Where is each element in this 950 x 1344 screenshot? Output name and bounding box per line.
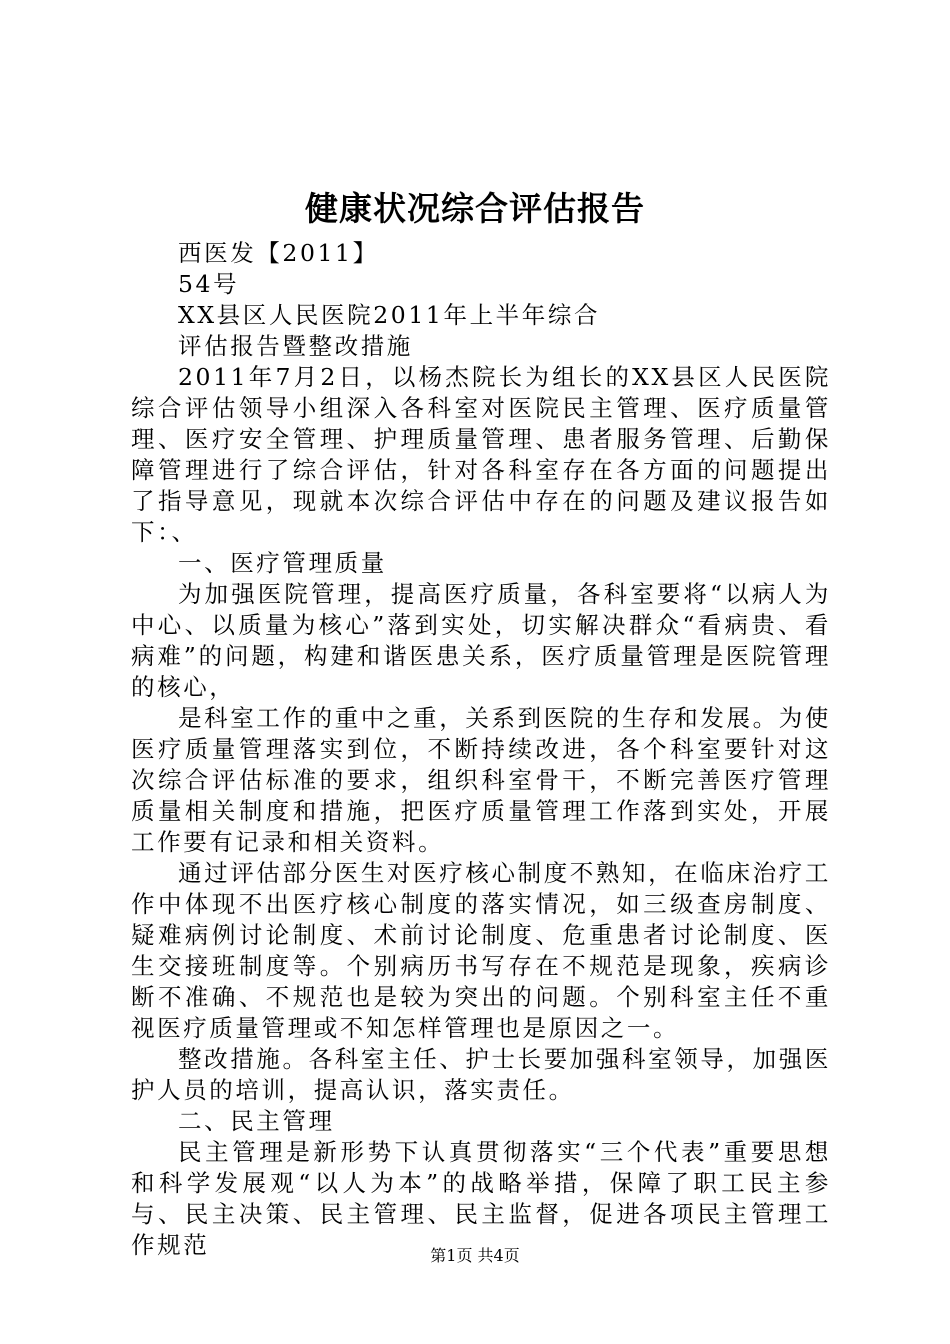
section-heading-medical-quality: 一、医疗管理质量 — [178, 549, 387, 577]
report-heading-line-2: 评估报告暨整改措施 — [178, 332, 413, 360]
paragraph-medical-quality-1: 为加强医院管理，提高医疗质量，各科室要将“以病人为中心、以质量为核心”落到实处，切实解决群众“看病贵、看病难”的问题，构建和谐医患关系，医疗质量管理是医院管理的核心， — [131, 580, 831, 701]
section-heading-democratic-management: 二、民主管理 — [178, 1107, 335, 1135]
doc-number-suffix: 54号 — [178, 270, 240, 298]
paragraph-democratic-management: 民主管理是新形势下认真贯彻落实“三个代表”重要思想和科学发展观“以人为本”的战略举措，保障了职工民主参与、民主决策、民主管理、民主监督，促进各项民主管理工作规范 — [131, 1138, 831, 1259]
paragraph-rectification: 整改措施。各科室主任、护士长要加强科室领导，加强医护人员的培训，提高认识，落实责任。 — [131, 1045, 831, 1104]
report-heading-line-1: XX县区人民医院2011年上半年综合 — [178, 301, 601, 329]
paragraph-evaluation-findings: 通过评估部分医生对医疗核心制度不熟知，在临床治疗工作中体现不出医疗核心制度的落实情况，如三级查房制度、疑难病例讨论制度、术前讨论制度、危重患者讨论制度、医生交接班制度等。个别病历书写存在不规范是现象，疾病诊断不准确、不规范也是较为突出的问题。个别科室主任不重视医疗质量管理或不知怎样管理也是原因之一。 — [131, 859, 831, 1042]
document-title: 健康状况综合评估报告 — [305, 189, 645, 228]
paragraph-medical-quality-2: 是科室工作的重中之重，关系到医院的生存和发展。为使医疗质量管理落实到位，不断持续改进，各个科室要针对这次综合评估标准的要求，组织科室骨干，不断完善医疗管理质量相关制度和措施，把医疗质量管理工作落到实处，开展工作要有记录和相关资料。 — [131, 704, 831, 856]
intro-paragraph: 2011年7月2日，以杨杰院长为组长的XX县区人民医院综合评估领导小组深入各科室对医院民主管理、医疗质量管理、医疗安全管理、护理质量管理、患者服务管理、后勤保障管理进行了综合评估，针对各科室存在各方面的问题提出了指导意见，现就本次综合评估中存在的问题及建议报告如下：、 — [131, 363, 831, 546]
doc-number-line: 西医发【2011】 — [178, 239, 379, 267]
page-footer: 第1页 共4页 — [430, 1246, 520, 1265]
document-body — [131, 238, 831, 1261]
